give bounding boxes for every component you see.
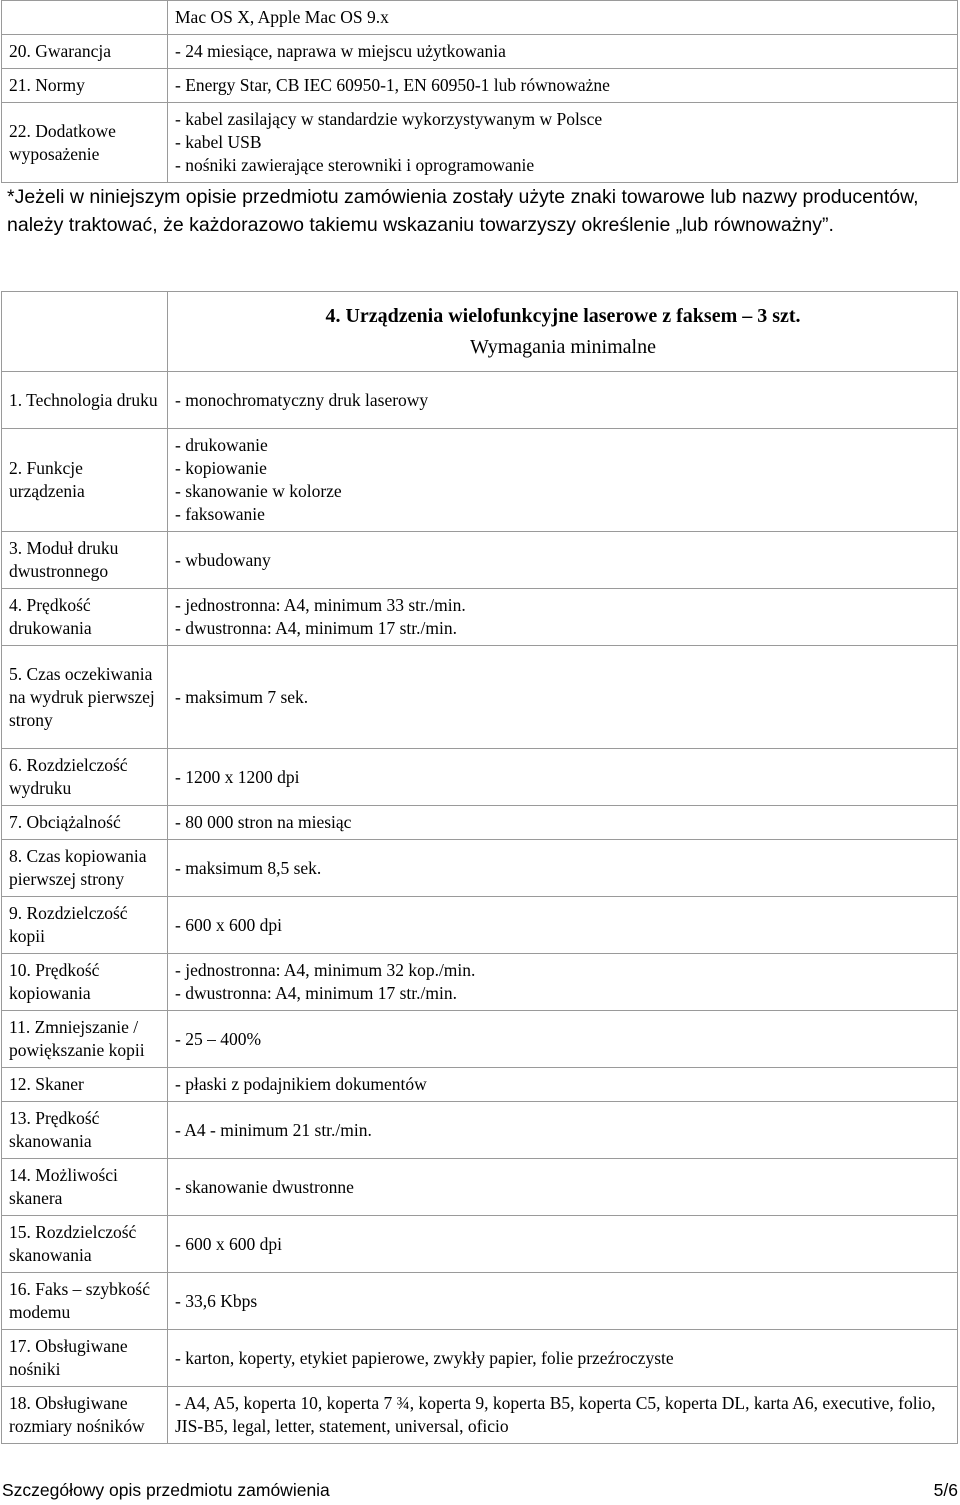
table-row bbox=[2, 69, 958, 103]
table-row bbox=[2, 292, 958, 372]
row-label: 6. Rozdzielczość wydruku bbox=[2, 749, 168, 806]
value-line: - jednostronna: A4, minimum 33 str./min. bbox=[175, 595, 466, 615]
header-blank-cell bbox=[2, 292, 168, 372]
row-value bbox=[168, 749, 958, 806]
row-label: 14. Możliwości skanera bbox=[2, 1159, 168, 1216]
row-label: 1. Technologia druku bbox=[2, 372, 168, 429]
row-value bbox=[168, 1273, 958, 1330]
value-line: - 33,6 Kbps bbox=[175, 1290, 258, 1311]
row-value bbox=[168, 646, 958, 749]
footer-title: Szczegółowy opis przedmiotu zamówienia bbox=[2, 1480, 330, 1500]
row-value bbox=[168, 1, 958, 35]
value-line: Mac OS X, Apple Mac OS 9.x bbox=[175, 7, 389, 27]
value-line: - skanowanie w kolorze bbox=[175, 481, 342, 501]
value-line: - płaski z podajnikiem dokumentów bbox=[175, 1074, 427, 1094]
row-label: 3. Moduł druku dwustronnego bbox=[2, 532, 168, 589]
value-line: - A4, A5, koperta 10, koperta 7 ¾, koperta 9, koperta B5, koperta C5, koperta DL, karta A6, executive, folio, JIS-B5, legal, letter, statement, universal, oficio bbox=[175, 1393, 936, 1436]
value-line: - 25 – 400% bbox=[175, 1028, 262, 1049]
table-row bbox=[2, 532, 958, 589]
row-value bbox=[168, 840, 958, 897]
table-row bbox=[2, 806, 958, 840]
table-row bbox=[2, 429, 958, 532]
row-label: 15. Rozdzielczość skanowania bbox=[2, 1216, 168, 1273]
row-value bbox=[168, 897, 958, 954]
row-value bbox=[168, 806, 958, 840]
row-value bbox=[168, 1330, 958, 1387]
table-row bbox=[2, 1159, 958, 1216]
row-value bbox=[168, 589, 958, 646]
table-row bbox=[2, 897, 958, 954]
value-line: - 600 x 600 dpi bbox=[175, 914, 282, 935]
value-line: - maksimum 8,5 sek. bbox=[175, 857, 322, 878]
value-line: - kabel zasilający w standardzie wykorzystywanym w Polsce bbox=[175, 109, 603, 129]
table-row bbox=[2, 103, 958, 183]
section-subtitle: Wymagania minimalne bbox=[470, 336, 656, 358]
row-label: 8. Czas kopiowania pierwszej strony bbox=[2, 840, 168, 897]
value-line: - Energy Star, CB IEC 60950-1, EN 60950-1 lub równoważne bbox=[175, 75, 610, 95]
row-value bbox=[168, 103, 958, 183]
value-line: - nośniki zawierające sterowniki i oprogramowanie bbox=[175, 155, 535, 175]
row-label: 21. Normy bbox=[2, 69, 168, 103]
value-line: - A4 - minimum 21 str./min. bbox=[175, 1119, 372, 1140]
value-line: - 80 000 stron na miesiąc bbox=[175, 812, 352, 832]
table-row bbox=[2, 749, 958, 806]
row-label: 4. Prędkość drukowania bbox=[2, 589, 168, 646]
table-row bbox=[2, 1102, 958, 1159]
spec-table-mfp bbox=[1, 291, 958, 1444]
row-label: 7. Obciążalność bbox=[2, 806, 168, 840]
value-line: - monochromatyczny druk laserowy bbox=[175, 389, 429, 410]
value-line: - dwustronna: A4, minimum 17 str./min. bbox=[175, 983, 457, 1003]
table-row bbox=[2, 646, 958, 749]
row-value bbox=[168, 1216, 958, 1273]
value-line: - 600 x 600 dpi bbox=[175, 1233, 282, 1254]
value-line: - jednostronna: A4, minimum 32 kop./min. bbox=[175, 960, 476, 980]
row-value bbox=[168, 35, 958, 69]
row-value bbox=[168, 429, 958, 532]
row-value bbox=[168, 1387, 958, 1444]
row-label: 20. Gwarancja bbox=[2, 35, 168, 69]
row-label: 10. Prędkość kopiowania bbox=[2, 954, 168, 1011]
row-label bbox=[2, 1, 168, 35]
table-row bbox=[2, 1, 958, 35]
table-row bbox=[2, 1330, 958, 1387]
table-row bbox=[2, 589, 958, 646]
value-line: - dwustronna: A4, minimum 17 str./min. bbox=[175, 618, 457, 638]
row-value bbox=[168, 1011, 958, 1068]
value-line: - wbudowany bbox=[175, 549, 271, 570]
spec-table-continued bbox=[1, 0, 958, 183]
table-row bbox=[2, 372, 958, 429]
value-line: - kopiowanie bbox=[175, 458, 267, 478]
row-value bbox=[168, 69, 958, 103]
value-line: - kabel USB bbox=[175, 132, 262, 152]
row-value bbox=[168, 372, 958, 429]
value-line: - drukowanie bbox=[175, 435, 268, 455]
table-row bbox=[2, 1216, 958, 1273]
table-row bbox=[2, 1387, 958, 1444]
page-number: 5/6 bbox=[933, 1480, 958, 1500]
row-value bbox=[168, 954, 958, 1011]
row-label: 2. Funkcje urządzenia bbox=[2, 429, 168, 532]
row-label: 9. Rozdzielczość kopii bbox=[2, 897, 168, 954]
row-value bbox=[168, 532, 958, 589]
trademark-notice: *Jeżeli w niniejszym opisie przedmiotu zamówienia zostały użyte znaki towarowe lub nazwy producentów, należy traktować, że każdorazowo takiemu wskazaniu towarzyszy określenie „lub równoważny”. bbox=[7, 186, 919, 236]
section-title: 4. Urządzenia wielofunkcyjne laserowe z faksem – 3 szt. bbox=[325, 305, 801, 327]
row-label: 17. Obsługiwane nośniki bbox=[2, 1330, 168, 1387]
table-row bbox=[2, 954, 958, 1011]
table-row bbox=[2, 840, 958, 897]
value-line: - faksowanie bbox=[175, 504, 265, 524]
row-label: 12. Skaner bbox=[2, 1068, 168, 1102]
row-value bbox=[168, 1102, 958, 1159]
value-line: - karton, koperty, etykiet papierowe, zwykły papier, folie przeźroczyste bbox=[175, 1347, 674, 1368]
value-line: - skanowanie dwustronne bbox=[175, 1176, 354, 1197]
row-label: 16. Faks – szybkość modemu bbox=[2, 1273, 168, 1330]
table-row bbox=[2, 1068, 958, 1102]
row-label: 11. Zmniejszanie / powiększanie kopii bbox=[2, 1011, 168, 1068]
section-header-cell bbox=[168, 292, 958, 372]
value-line: - 1200 x 1200 dpi bbox=[175, 766, 300, 787]
table-row bbox=[2, 1011, 958, 1068]
row-label: 5. Czas oczekiwania na wydruk pierwszej strony bbox=[2, 646, 168, 749]
value-line: - maksimum 7 sek. bbox=[175, 686, 309, 707]
row-value bbox=[168, 1159, 958, 1216]
row-value bbox=[168, 1068, 958, 1102]
value-line: - 24 miesiące, naprawa w miejscu użytkowania bbox=[175, 41, 506, 61]
row-label: 22. Dodatkowe wyposażenie bbox=[2, 103, 168, 183]
table-row bbox=[2, 1273, 958, 1330]
row-label: 18. Obsługiwane rozmiary nośników bbox=[2, 1387, 168, 1444]
table-row bbox=[2, 35, 958, 69]
row-label: 13. Prędkość skanowania bbox=[2, 1102, 168, 1159]
